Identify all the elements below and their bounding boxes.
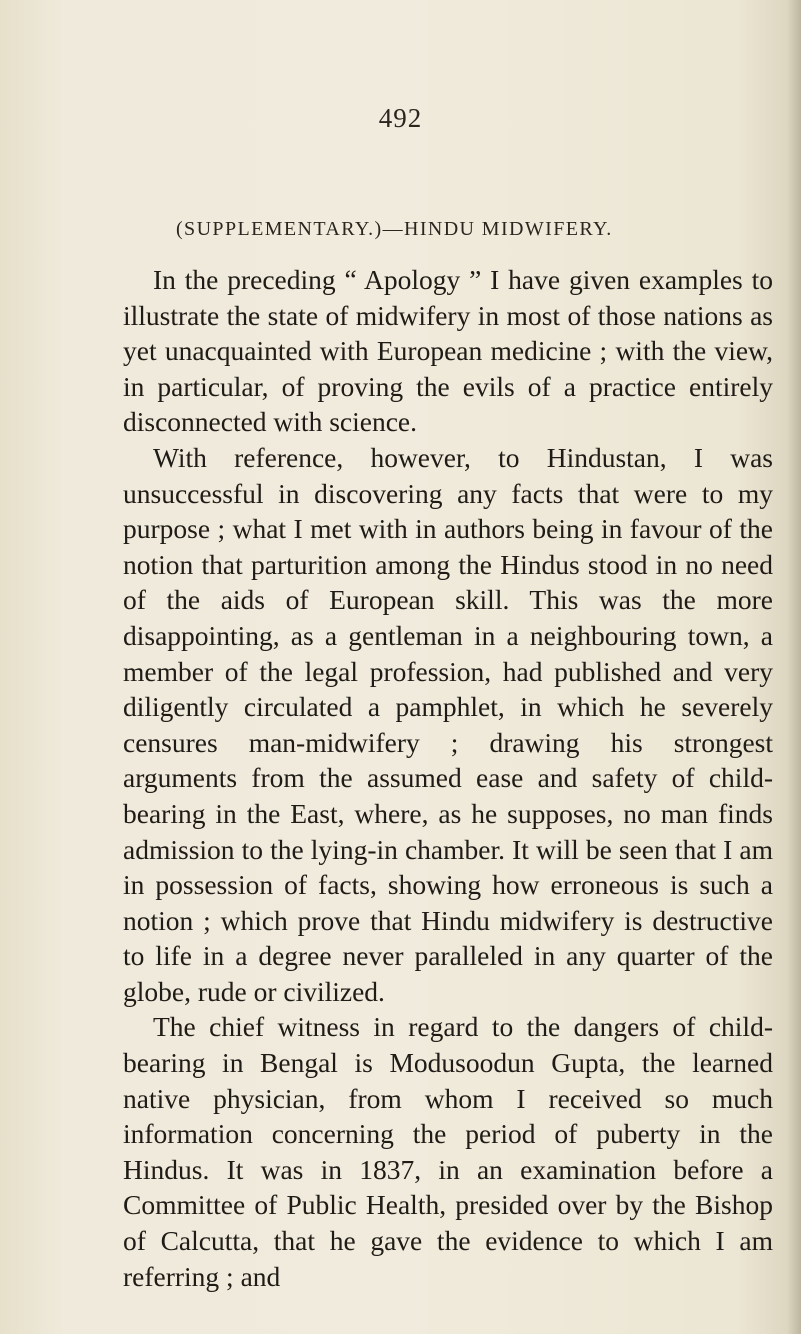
section-heading: (SUPPLEMENTARY.)—HINDU MIDWIFERY.: [176, 218, 613, 240]
page-number: 492: [378, 103, 423, 133]
paragraph-hindustan: With reference, however, to Hindustan, I was unsuccessful in discovering any facts that were to my purpose ; what I met with in authors being in favour of the notion that parturition among the Hindus stood in no need of the aids of European skill. This was the more disappointing, as a gentleman in a neighbouring town, a member of the legal profession, had published and very diligently circulated a pamphlet, in which he severely censures man-midwifery ; drawing his strongest arguments from the assumed ease and safety of child-bearing in the East, where, as he supposes, no man finds admission to the lying-in chamber. It will be seen that I am in possession of facts, showing how erroneous is such a notion ; which prove that Hindu midwifery is destructive to life in a degree never paralleled in any quarter of the globe, rude or civilized.: [123, 441, 773, 1007]
page-edge-shadow: [787, 0, 801, 1334]
paragraph-apology: In the preceding “ Apology ” I have given examples to illustrate the state of midwifery in most of those nations as yet unacquainted with European medicine ; with the view, in particular, of proving the evils of a practice entirely disconnected with science.: [123, 264, 773, 438]
paragraph-chief-witness: The chief witness in regard to the dangers of child-bearing in Bengal is Modusoodun Gupta, the learned native physician, from whom I received so much information concerning the period of puberty in the Hindus. It was in 1837, in an examination before a Committee of Public Health, presided over by the Bishop of Calcutta, that he gave the evidence to which I am referring ; and: [123, 1011, 773, 1292]
body-text: [123, 262, 773, 1294]
